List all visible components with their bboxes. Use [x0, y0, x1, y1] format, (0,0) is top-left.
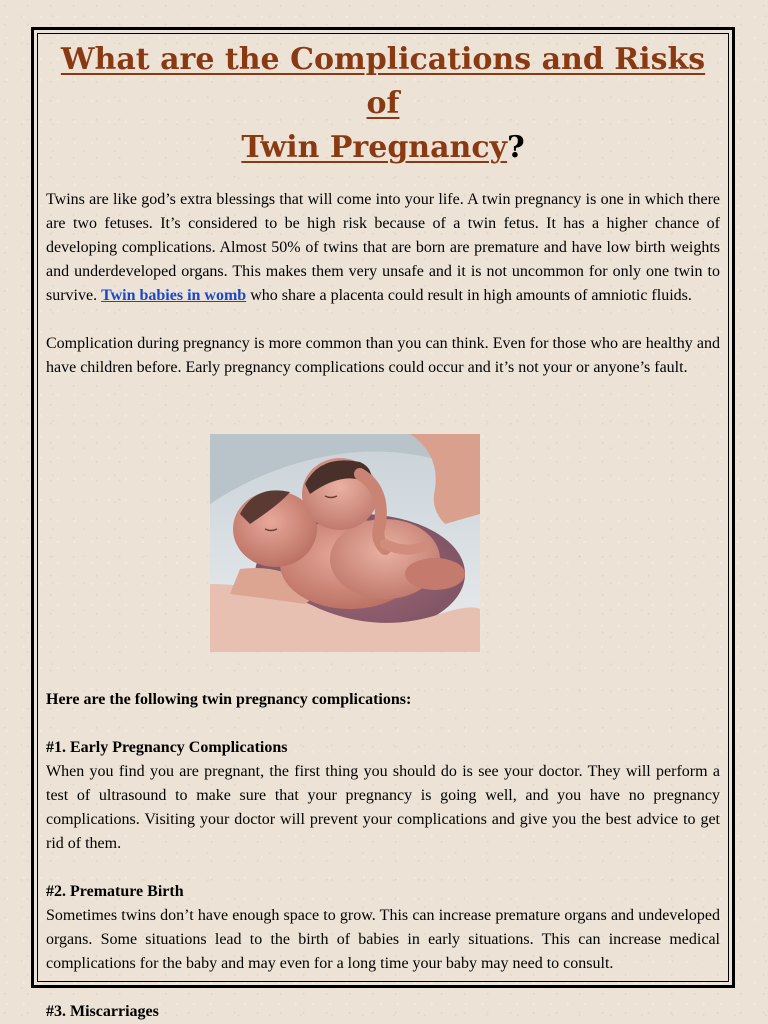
twins-photo	[210, 434, 480, 652]
twins-bath-image	[210, 434, 480, 652]
intro-text-after: who share a placenta could result in high amounts of amniotic fluids.	[246, 287, 692, 304]
intro-paragraph	[46, 188, 720, 308]
title-line-2: Twin Pregnancy	[241, 130, 508, 165]
section-body-2: Sometimes twins don’t have enough space to grow. This can increase premature organs and undeveloped organs. Some situations lead to the birth of babies in early situations. This can increase medical complications for the baby and may even for a long time your baby may need to consult.	[46, 907, 720, 972]
title-line-1: What are the Complications and Risks of	[60, 42, 706, 121]
section-heading-3: #3. Miscarriages	[46, 1003, 159, 1020]
document-content	[46, 30, 720, 1024]
section-body-1: When you find you are pregnant, the first thing you should do is see your doctor. They will perform a test of ultrasound to make sure that your pregnancy is going well, and you have no pregnancy complications. Visiting your doctor will prevent your complications and give you the best advice to get rid of them.	[46, 763, 720, 852]
list-intro: Here are the following twin pregnancy complications:	[46, 691, 412, 708]
twin-babies-link[interactable]: Twin babies in womb	[101, 287, 247, 304]
page-title	[46, 30, 720, 170]
intro-text-before: Twins are like god’s extra blessings that will come into your life. A twin pregnancy is one in which there are two fetuses. It’s considered to be high risk because of a twin fetus. It has a higher chance of developing complications. Almost 50% of twins that are born are premature and have low birth weights and underdeveloped organs. This makes them very unsafe and it is not uncommon for only one twin to survive.	[46, 191, 720, 304]
section-heading-1: #1. Early Pregnancy Complications	[46, 739, 288, 756]
complication-paragraph: Complication during pregnancy is more common than you can think. Even for those who are healthy and have children before. Early pregnancy complications could occur and it’s not your or anyone’s fault.	[46, 335, 720, 376]
section-heading-2: #2. Premature Birth	[46, 883, 184, 900]
title-punct: ?	[507, 130, 525, 165]
